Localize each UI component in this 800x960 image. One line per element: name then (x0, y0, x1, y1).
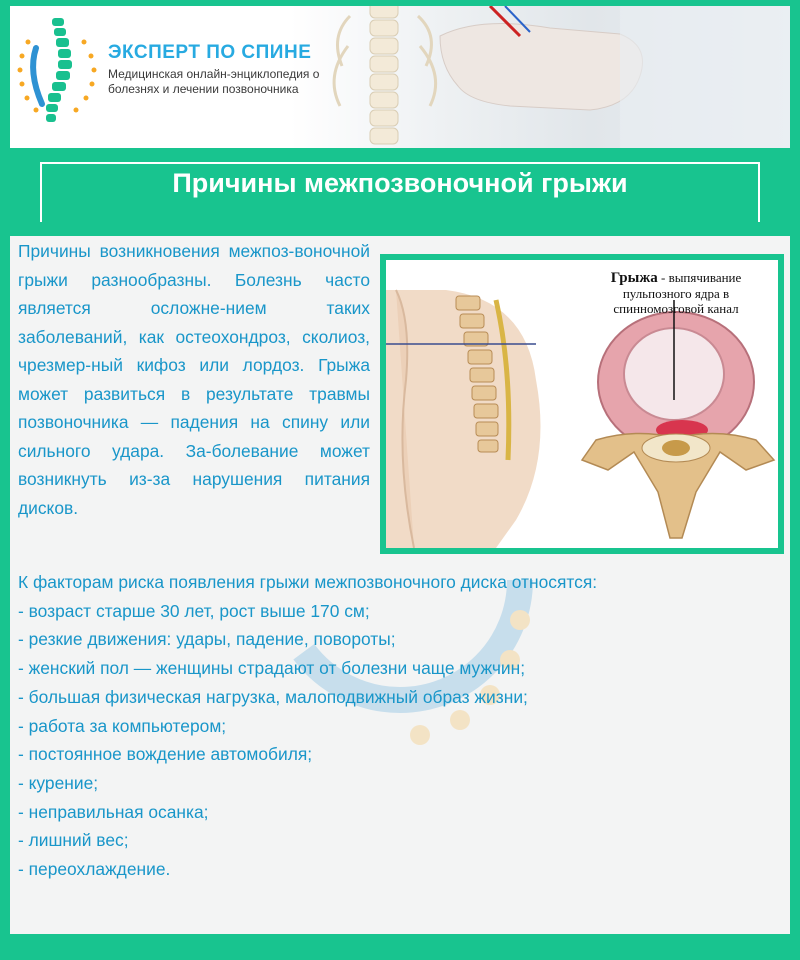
list-item: - резкие движения: удары, падение, повороты; (18, 629, 396, 650)
list-item: - курение; (18, 772, 99, 793)
page-title: Причины межпозвоночной грыжи (172, 168, 628, 198)
list-item: - неправильная осанка; (18, 801, 209, 822)
risk-factors-section (18, 568, 788, 884)
list-item: - большая физическая нагрузка, малоподвижный образ жизни; (18, 686, 528, 707)
frame-right (790, 0, 800, 960)
herniation-illustration (380, 254, 784, 554)
list-item: - работа за компьютером; (18, 715, 227, 736)
risk-factors-title: К факторам риска появления грыжи межпозвоночного диска относятся: (18, 572, 598, 592)
illustration-caption (576, 270, 776, 316)
frame-bottom (0, 934, 800, 960)
list-item: - возраст старше 30 лет, рост выше 170 см; (18, 600, 370, 621)
list-item: - женский пол — женщины страдают от болезни чаще мужчин; (18, 658, 526, 679)
header (10, 6, 790, 148)
brand-title: ЭКСПЕРТ ПО СПИНЕ (108, 42, 312, 63)
brand-subtitle: Медицинская онлайн-энциклопедия о болезнях и лечении позвоночника (108, 67, 320, 96)
caption-description: - выпячивание пульпозного ядра в спинномозговой канал (613, 270, 742, 316)
header-spine-photo (290, 6, 790, 148)
risk-factors-list (18, 597, 788, 884)
list-item: - лишний вес; (18, 830, 129, 851)
caption-term: Грыжа (610, 270, 658, 286)
intro-paragraph: Причины возникновения межпоз-воночной грыжи разнообразны. Болезнь часто является осложне-нием таких заболеваний, как остеохондроз, сколиоз, чрезмер-ный кифоз или лордоз. Грыжа может развиться в результате травмы позвоночника — падения на спину или сильного удара. За-болевание может возникнуть из-за нарушения питания дисков. (18, 241, 370, 518)
list-item: - постоянное вождение автомобиля; (18, 744, 313, 765)
logo-spine-icon (14, 12, 104, 132)
frame-left (0, 0, 10, 960)
list-item: - переохлаждение. (18, 859, 171, 880)
